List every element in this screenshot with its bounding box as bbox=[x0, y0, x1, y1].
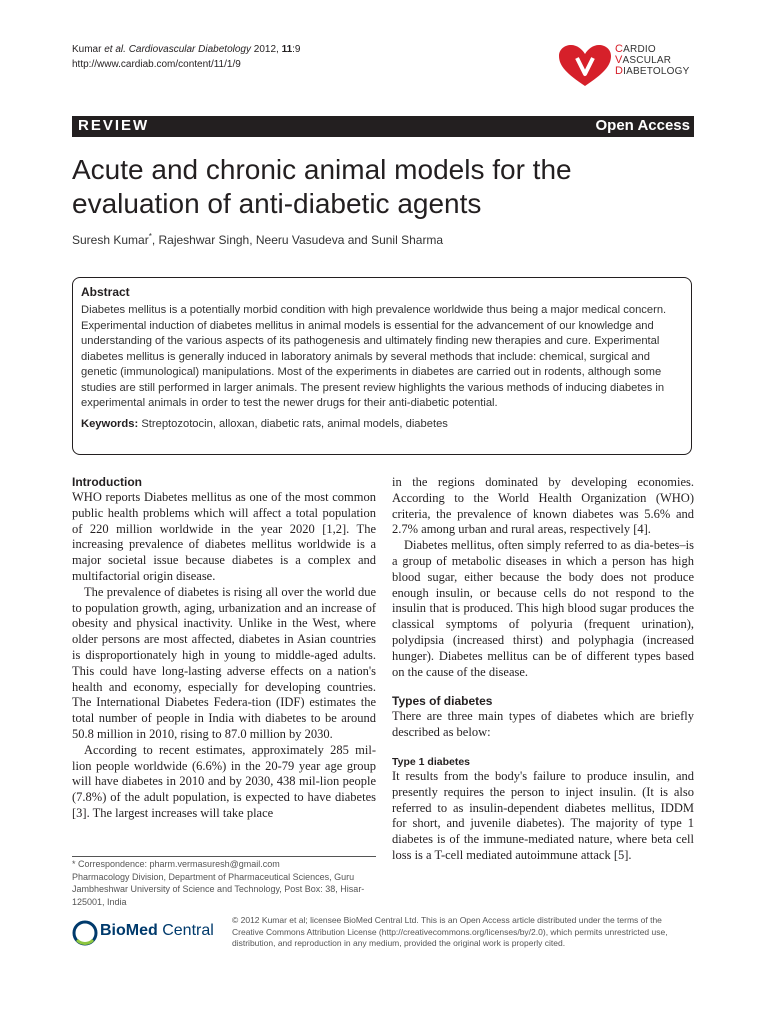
keywords-label: Keywords: bbox=[81, 417, 139, 430]
author-list bbox=[72, 232, 443, 247]
corresponding-author: Suresh Kumar bbox=[72, 233, 149, 247]
citation-journal: et al. Cardiovascular Diabetology bbox=[104, 44, 251, 55]
footnote bbox=[72, 858, 376, 908]
citation-issue: :9 bbox=[292, 44, 301, 55]
body-paragraph: According to recent estimates, approximately 285 mil-lion people worldwide (6.6%) in the 20-79 year age group will have diabetes in 2010 and by 2030, 438 mil-lion people (7.8%) of the adult population, is expected to have diabetes [3]. The largest increases will take place bbox=[72, 742, 376, 820]
citation-author: Kumar bbox=[72, 44, 102, 55]
body-paragraph: in the regions dominated by developing economies. According to the World Health Organization (WHO) criteria, the prevalence of known diabetes was 5.6% and 2.7% among urban and rural areas, respectively [4]. bbox=[392, 475, 694, 537]
article-type-banner bbox=[72, 116, 694, 137]
article-url[interactable]: http://www.cardiab.com/content/11/1/9 bbox=[72, 59, 241, 70]
body-paragraph: There are three main types of diabetes which are briefly described as below: bbox=[392, 709, 694, 740]
corresponding-author-mark: * bbox=[148, 232, 152, 241]
article-title: Acute and chronic animal models for the evaluation of anti-diabetic agents bbox=[72, 154, 572, 219]
keywords-text: Streptozotocin, alloxan, diabetic rats, animal models, diabetes bbox=[141, 417, 448, 430]
biomed-central-icon bbox=[72, 920, 98, 946]
logo-initial-v: V bbox=[615, 54, 623, 66]
right-column bbox=[392, 475, 694, 864]
body-paragraph: WHO reports Diabetes mellitus as one of the most common public health problems which will affect a total population of 220 million worldwide in the year 2020 [1,2]. The increasing prevalence of diabetes mellitus worldwide is a major societal issue because diabetes is a complex and multifactorial origin disease. bbox=[72, 490, 376, 583]
affiliation: Pharmacology Division, Department of Pharmaceutical Sciences, Guru Jambheshwar University of Science and Technology, Post Box: 38, Hisar-125001, India bbox=[72, 871, 365, 907]
abstract-text: Diabetes mellitus is a potentially morbid condition with high prevalence worldwide thus being a major medical concern. Experimental induction of diabetes mellitus in animal models is essential for the advancement of our knowledge and understanding of the various aspects of its pathogenesis and ultimately finding new therapies and cure. Experimental diabetes mellitus is generally induced in laboratory animals by several methods that include: chemical, surgical and genetic (immunological) manipulations. Most of the experiments in diabetes are carried out in rodents, although some studies are still performed in larger animals. The present review highlights the various methods of inducing diabetes in experimental animals in order to test the newer drugs for their anti-diabetic potential. bbox=[81, 304, 667, 409]
correspondence-email[interactable]: * Correspondence: pharm.vermasuresh@gmail.com bbox=[72, 859, 280, 869]
left-column bbox=[72, 475, 376, 822]
logo-word-diabetology: IABETOLOGY bbox=[623, 66, 690, 77]
abstract-box bbox=[72, 277, 692, 455]
publisher-name-rest: Central bbox=[157, 922, 214, 939]
citation-year: 2012, bbox=[253, 44, 279, 55]
heart-logo-icon bbox=[557, 44, 613, 88]
publisher-logo bbox=[72, 918, 222, 948]
journal-logo bbox=[557, 44, 697, 84]
body-paragraph: It results from the body's failure to produce insulin, and presently requires the person to inject insulin. (It is also referred to as insulin-dependent diabetes mellitus, IDDM for short, and juvenile diabetes). The majority of type 1 diabetes is of the immune-mediated nature, where beta cell loss is a T-cell mediated autoimmune attack [5]. bbox=[392, 768, 694, 862]
journal-citation bbox=[72, 42, 301, 72]
type1-heading: Type 1 diabetes bbox=[392, 755, 471, 768]
logo-word-vascular: ASCULAR bbox=[622, 55, 672, 66]
types-heading: Types of diabetes bbox=[392, 694, 493, 709]
introduction-heading: Introduction bbox=[72, 475, 142, 489]
footnote-rule bbox=[72, 856, 376, 857]
license-text: © 2012 Kumar et al; licensee BioMed Central Ltd. This is an Open Access article distributed under the terms of the Creative Commons Attribution License (http://creativecommons.org/licenses/by/2.0), which permits unrestricted use, distribution, and reproduction in any medium, provided the original work is properly cited. bbox=[232, 915, 668, 948]
abstract-heading: Abstract bbox=[81, 285, 130, 299]
logo-wordmark bbox=[615, 44, 689, 77]
publisher-name bbox=[100, 922, 214, 940]
article-type-label: REVIEW bbox=[78, 117, 150, 134]
publisher-name-bold: BioMed bbox=[100, 922, 158, 939]
logo-initial-c: C bbox=[615, 43, 624, 55]
body-paragraph: The prevalence of diabetes is rising all over the world due to population growth, aging, urbanization and an increase of obesity and physical inactivity. Unlike in the West, where older persons are most affected, diabetes in Asian countries is disproportionately high in young to middle-aged adults. This could have long-lasting adverse effects on a nation's health and economy, especially for developing countries. The International Diabetes Federa-tion (IDF) estimates the total number of people in India with diabetes to be around 50.8 million in 2010, rising to 87.0 million by 2030. bbox=[72, 584, 376, 741]
co-authors: , Rajeshwar Singh, Neeru Vasudeva and Sunil Sharma bbox=[151, 233, 444, 247]
keywords-line bbox=[81, 418, 683, 430]
logo-word-cardio: ARDIO bbox=[623, 44, 656, 55]
citation-volume: 11 bbox=[281, 44, 293, 55]
open-access-label: Open Access bbox=[595, 117, 690, 134]
logo-initial-d: D bbox=[615, 65, 624, 77]
body-paragraph: Diabetes mellitus, often simply referred to as dia-betes–is a group of metabolic diseases in which a person has high blood sugar, either because the body does not produce enough insulin, or because cells do not respond to the insulin that is produced. This high blood sugar produces the classical symptoms of polyuria (frequent urination), polydipsia (increased thirst) and polyphagia (increased hunger). Diabetes mellitus can be of different types based on the cause of the disease. bbox=[392, 538, 694, 679]
